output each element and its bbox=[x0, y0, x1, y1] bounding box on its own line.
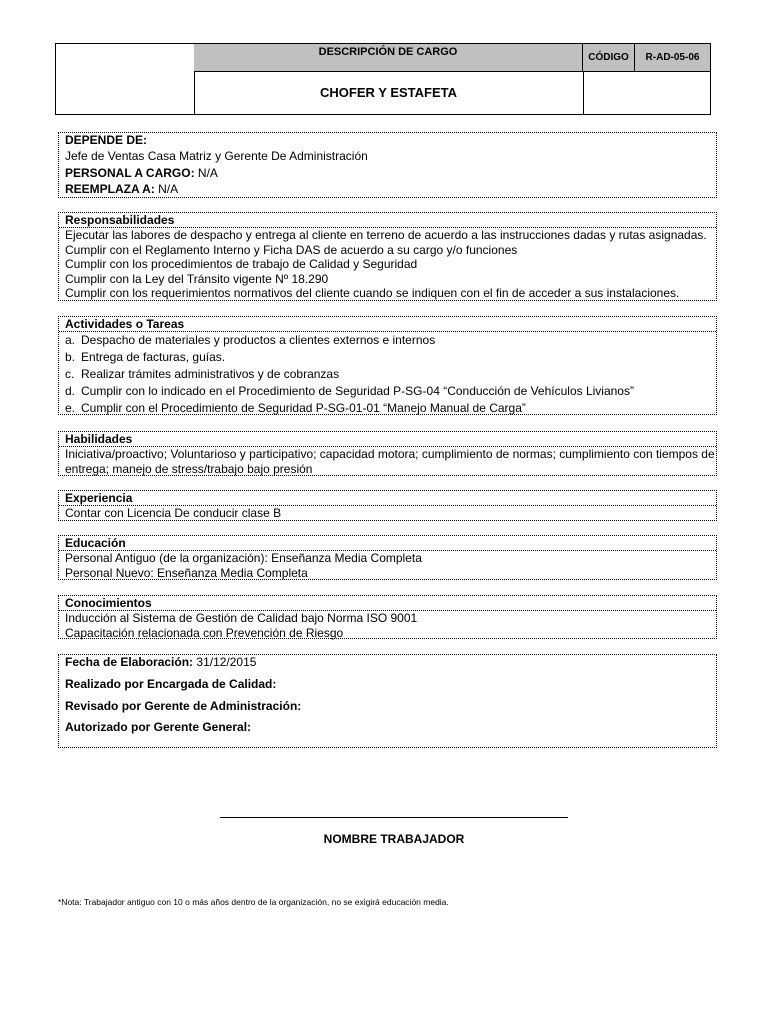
section-actividades bbox=[58, 316, 717, 415]
document-header bbox=[55, 43, 711, 115]
item-text: Cumplir con el Procedimiento de Seguridad P-SG-01-01 “Manejo Manual de Carga” bbox=[81, 401, 526, 416]
personal-value: N/A bbox=[197, 165, 218, 180]
depende-label: DEPENDE DE: bbox=[65, 133, 148, 147]
item-letter: b. bbox=[65, 350, 76, 365]
reemplaza-label: REEMPLAZA A: bbox=[65, 182, 155, 197]
section-conocimientos bbox=[58, 595, 717, 639]
code-value: R-AD-05-06 bbox=[635, 44, 710, 72]
realizado-por: Realizado por Encargada de Calidad: bbox=[65, 677, 277, 691]
item-text: Despacho de materiales y productos a clientes externos e internos bbox=[81, 333, 436, 348]
depende-value: Jefe de Ventas Casa Matriz y Gerente De Administración bbox=[65, 149, 368, 164]
section-title: Actividades o Tareas bbox=[59, 317, 716, 332]
section-title: Habilidades bbox=[59, 432, 716, 447]
section-responsabilidades bbox=[58, 212, 717, 301]
item-letter: e. bbox=[65, 401, 76, 416]
section-firmas bbox=[58, 654, 717, 748]
fecha-value: 31/12/2015 bbox=[196, 655, 257, 669]
list-item bbox=[59, 332, 716, 349]
section-title: Responsabilidades bbox=[59, 213, 716, 228]
list-item bbox=[59, 383, 716, 400]
fecha-label: Fecha de Elaboración: bbox=[65, 655, 194, 669]
habilidades-line: Iniciativa/proactivo; Voluntarioso y participativo; capacidad motora; cumplimiento de normas; cumplimiento con tiempos de bbox=[65, 447, 715, 462]
code-label: CÓDIGO bbox=[583, 44, 635, 72]
personal-label: PERSONAL A CARGO: bbox=[65, 165, 195, 180]
document-title: DESCRIPCIÓN DE CARGO bbox=[194, 44, 583, 72]
list-item bbox=[59, 366, 716, 383]
list-item: Cumplir con la Ley del Tránsito vigente Nº 18.290 bbox=[65, 271, 329, 286]
list-item: Personal Nuevo: Enseñanza Media Completa bbox=[65, 565, 308, 580]
footnote: *Nota: Trabajador antiguo con 10 o más años dentro de la organización, no se exigirá educación media. bbox=[58, 897, 449, 907]
list-item: Cumplir con el Reglamento Interno y Ficha DAS de acuerdo a su cargo y/o funciones bbox=[65, 242, 518, 257]
section-habilidades bbox=[58, 431, 717, 476]
signature-label: NOMBRE TRABAJADOR bbox=[323, 832, 465, 846]
list-item bbox=[59, 349, 716, 366]
list-item: Contar con Licencia De conducir clase B bbox=[65, 506, 282, 521]
list-item: Ejecutar las labores de despacho y entrega al cliente en terreno de acuerdo a las instrucciones dadas y rutas asignadas. bbox=[65, 228, 707, 243]
job-title: CHOFER Y ESTAFETA bbox=[194, 72, 584, 114]
section-depende bbox=[58, 132, 717, 198]
section-title: Experiencia bbox=[59, 491, 716, 506]
revisado-por: Revisado por Gerente de Administración: bbox=[65, 698, 302, 713]
section-title: Conocimientos bbox=[59, 596, 716, 611]
list-item bbox=[59, 400, 716, 417]
fecha-elaboracion bbox=[59, 655, 716, 676]
personal-a-cargo bbox=[59, 166, 716, 180]
list-item: Cumplir con los procedimientos de trabajo de Calidad y Seguridad bbox=[65, 257, 418, 272]
logo-area bbox=[56, 44, 195, 114]
autorizado-por: Autorizado por Gerente General: bbox=[65, 720, 252, 734]
section-educacion bbox=[58, 535, 717, 580]
list-item: Inducción al Sistema de Gestión de Calidad bajo Norma ISO 9001 bbox=[65, 611, 418, 626]
reemplaza-value: N/A bbox=[158, 182, 179, 197]
item-letter: c. bbox=[65, 367, 75, 382]
item-letter: d. bbox=[65, 384, 76, 399]
list-item: Capacitación relacionada con Prevención de Riesgo bbox=[65, 625, 344, 640]
habilidades-line: entrega; manejo de stress/trabajo bajo presión bbox=[65, 461, 313, 476]
list-item: Cumplir con los requerimientos normativos del cliente cuando se indiquen con el fin de acceder a sus instalaciones. bbox=[65, 285, 680, 300]
reemplaza-a bbox=[59, 182, 716, 196]
item-text: Entrega de facturas, guías. bbox=[81, 350, 226, 365]
list-item: Personal Antiguo (de la organización): Enseñanza Media Completa bbox=[65, 551, 422, 566]
item-letter: a. bbox=[65, 333, 76, 348]
item-text: Realizar trámites administrativos y de cobranzas bbox=[81, 367, 340, 382]
signature-line bbox=[220, 817, 568, 818]
section-title: Educación bbox=[59, 536, 716, 551]
item-text: Cumplir con lo indicado en el Procedimiento de Seguridad P-SG-04 “Conducción de Vehículos Livianos” bbox=[81, 384, 634, 399]
section-experiencia bbox=[58, 490, 717, 521]
